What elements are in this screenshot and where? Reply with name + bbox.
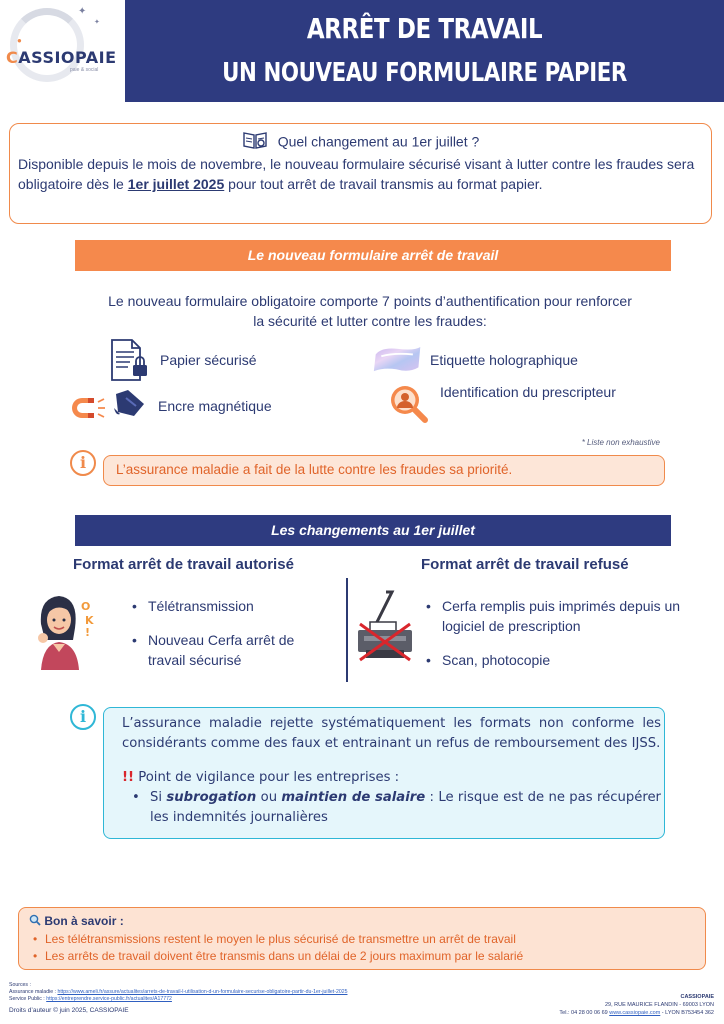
intro-text: Disponible depuis le mois de novembre, le nouveau formulaire sécurisé visant à lutter contre les fraudes sera obligatoire dès le 1er juillet 2025 pour tout arrêt de travail transmis au format papier. (18, 156, 695, 192)
footer-sources: Sources : Assurance maladie : https://www.ameli.fr/assure/actualites/arrets-de-travail-l-utilisation-d-un-formulaire-securise-obligatoire-partir-du-1er-juillet-2025 Service Public : https://entreprendre.service-public.fr/actualites/A17772 Droits d’auteur © juin 2025, CASSIOPAIE (9, 982, 348, 1014)
ok-woman-icon (33, 590, 99, 670)
logo-text: CASSIOPAIE (6, 48, 117, 67)
crossed-printer-icon (356, 588, 416, 664)
logo-tagline: paie & social (70, 67, 99, 73)
vigilance-list (122, 788, 661, 828)
logo (0, 0, 125, 102)
magnifier-icon (29, 914, 41, 926)
list-item: • Scan, photocopie (424, 650, 694, 670)
feature-label: Papier sécurisé (160, 352, 257, 368)
feature-magnetic-ink (68, 384, 272, 428)
star-icon: ● (17, 36, 22, 45)
info-icon: i (70, 704, 96, 730)
prescriber-id-icon (382, 381, 434, 425)
fraud-alert: L’assurance maladie a fait de la lutte contre les fraudes sa priorité. (103, 455, 665, 486)
list-item: • Nouveau Cerfa arrêt de travail sécurisé (130, 630, 330, 670)
feature-label: Etiquette holographique (430, 352, 578, 368)
copyright: Droits d’auteur © juin 2025, CASSIOPAIE (9, 1007, 129, 1014)
bon-a-savoir-list (29, 931, 695, 965)
list-item: • Télétransmission (130, 596, 330, 616)
list-item: • Cerfa remplis puis imprimés depuis un logiciel de prescription (424, 596, 694, 636)
footer-contact: CASSIOPAIE 29, RUE MAURICE FLANDIN - 69003 LYON Tel.: 04 28 00 06 69 www.cassiopaie.com - LYON B753454 362 (559, 994, 714, 1016)
refused-heading: Format arrêt de travail refusé (421, 556, 629, 573)
list-item: • Les télétransmissions restent le moyen le plus sécurisé de transmettre un arrêt de travail (29, 931, 695, 948)
book-icon (242, 130, 268, 156)
refused-list (424, 596, 694, 684)
website-link[interactable]: www.cassiopaie.com (609, 1010, 661, 1016)
section-banner-changements: Les changements au 1er juillet (75, 515, 671, 546)
column-divider (346, 578, 348, 682)
intro-box (9, 123, 712, 224)
intro-date: 1er juillet 2025 (127, 176, 225, 192)
magnetic-ink-icon (68, 384, 152, 428)
warning-icon: !! (122, 770, 135, 785)
star-icon: ✦ (78, 6, 87, 17)
list-item: • Les arrêts de travail doivent être transmis dans un délai de 2 jours maximum par le salarié (29, 948, 695, 965)
feature-hologram (372, 338, 578, 382)
authorized-list (130, 596, 330, 684)
intro-heading: Quel changement au 1er juillet ? (277, 133, 480, 150)
hologram-icon (372, 338, 424, 382)
svg-text:O: O (81, 600, 91, 613)
svg-text:!: ! (85, 626, 91, 639)
info-box-ijss (103, 707, 665, 839)
source-link-ameli[interactable]: https://www.ameli.fr/assure/actualites/arrets-de-travail-l-utilisation-d-un-formulaire-securise-obligatoire-partir-du-1er-juillet-2025 (57, 989, 348, 995)
intro-heading-row (18, 130, 703, 152)
authorized-heading: Format arrêt de travail autorisé (73, 556, 294, 573)
star-icon: ✦ (94, 19, 100, 26)
feature-prescriber-id (382, 381, 616, 425)
page-subtitle: UN NOUVEAU FORMULAIRE PAPIER (222, 58, 627, 88)
header (0, 0, 724, 102)
info-icon: i (70, 450, 96, 476)
source-link-service-public[interactable]: https://entreprendre.service-public.fr/actualites/A17772 (46, 996, 172, 1002)
list-item: • Si subrogation ou maintien de salaire : Le risque est de ne pas récupérer les indemnités journalières (132, 788, 661, 828)
feature-label: Encre magnétique (158, 398, 272, 414)
svg-text:K: K (85, 614, 94, 627)
section1-paragraph: Le nouveau formulaire obligatoire comporte 7 points d’authentification pour renforcer la sécurité et lutter contre les fraudes: (108, 293, 632, 329)
bon-a-savoir-title: Bon à savoir : (29, 913, 695, 930)
feature-label: Identification du prescripteur (440, 384, 616, 400)
section-banner-formulaire: Le nouveau formulaire arrêt de travail (75, 240, 671, 271)
secure-paper-icon (102, 338, 154, 382)
title-band (125, 0, 724, 102)
bon-a-savoir-box (18, 907, 706, 970)
vigilance-heading: !! Point de vigilance pour les entreprises : (122, 770, 400, 785)
list-note: * Liste non exhaustive (581, 438, 660, 447)
ijss-text: L’assurance maladie rejette systématiquement les formats non conforme les considérants comme des faux et entrainant un refus de remboursement des IJSS. (122, 716, 661, 751)
feature-secure-paper (102, 338, 257, 382)
page-title: ARRÊT DE TRAVAIL (306, 12, 543, 45)
